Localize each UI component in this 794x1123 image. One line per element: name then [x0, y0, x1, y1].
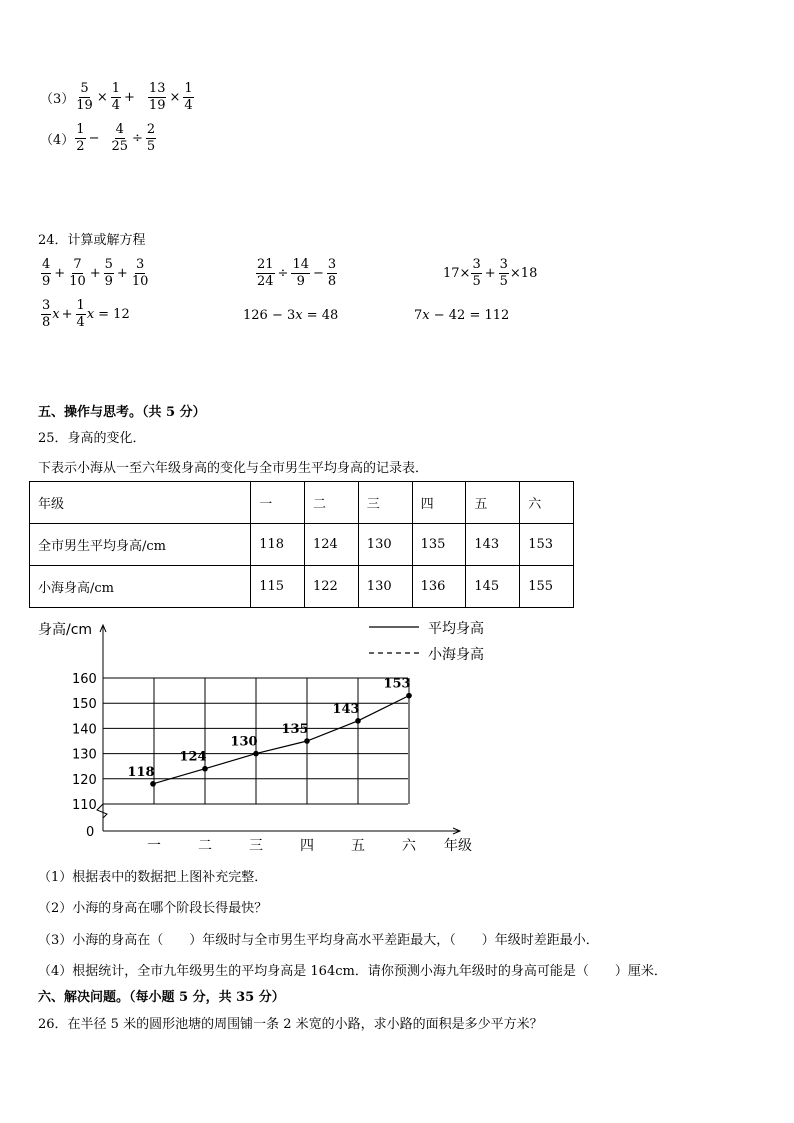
data-point — [304, 738, 310, 744]
data-label: 124 — [179, 749, 207, 765]
legend-label: 平均身高 — [428, 621, 484, 637]
part-label: （3） — [40, 91, 75, 107]
q26-text: 26．在半径 5 米的圆形池塘的周围铺一条 2 米宽的小路，求小路的面积是多少平方米？ — [38, 1017, 543, 1032]
q24-title: 24．计算或解方程 — [38, 233, 146, 248]
chart-ticks — [72, 672, 417, 854]
times-sign: × — [96, 89, 108, 105]
q24-equation-6: 7 x − 42 = 112 — [414, 307, 510, 323]
y-tick-label: 110 — [72, 798, 97, 813]
q25-question-1: （1）根据表中的数据把上图补充完整． — [38, 870, 268, 885]
data-label: 135 — [281, 722, 309, 737]
series-line-average — [153, 696, 409, 784]
data-label: 118 — [127, 764, 155, 780]
data-point — [150, 781, 156, 787]
data-point — [253, 751, 259, 757]
fraction: $\frac{1}{4}$ — [184, 80, 193, 113]
y-axis-label: 身高/cm — [38, 622, 93, 638]
q25-question-4: （4）根据统计，全市九年级男生的平均身高是 164cm．请你预测小海九年级时的身高可能是（ ）厘米． — [38, 964, 667, 979]
y-tick-label: 120 — [72, 772, 97, 788]
q24-expr-3: 17× $\frac{3}{5}$ + $\frac{3}{5}$ ×18 — [443, 256, 538, 289]
y-tick-label: 160 — [72, 672, 97, 687]
divide-sign: ÷ — [132, 130, 143, 146]
fraction: $\frac{1}{4}$ — [111, 80, 121, 113]
fraction: $\frac{1}{2}$ — [76, 121, 85, 154]
q24-expr-1: $\frac{4}{9}$ + $\frac{7}{10}$ + $\frac{5}{9}$ + $\frac{3}{10}$ — [42, 256, 149, 289]
y-tick-label: 0 — [86, 825, 95, 840]
data-label: 153 — [383, 676, 411, 692]
legend-label: 小海身高 — [428, 647, 484, 663]
data-point — [406, 693, 412, 699]
x-tick-label: 三 — [249, 838, 263, 854]
fraction: $\frac{2}{5}$ — [146, 121, 156, 154]
q25-intro: 下表示小海从一至六年级身高的变化与全市男生平均身高的记录表． — [38, 461, 429, 476]
height-record-table — [29, 481, 574, 608]
section-6-title: 六、解决问题。（每小题 5 分，共 35 分） — [38, 990, 285, 1005]
table-row: 全市男生平均身高/cm 118 124 130 135 143 153 — [30, 524, 574, 566]
y-tick-label: 130 — [72, 747, 97, 763]
data-label: 143 — [332, 701, 360, 717]
height-line-chart — [0, 612, 794, 862]
q25-question-2: （2）小海的身高在哪个阶段长得最快？ — [38, 901, 268, 916]
fraction: $\frac{4}{25}$ — [111, 121, 129, 154]
q25-title: 25．身高的变化． — [38, 431, 146, 446]
x-tick-label: 六 — [402, 838, 416, 854]
x-tick-label: 四 — [300, 838, 314, 854]
x-tick-label: 一 — [147, 838, 161, 854]
x-tick-label: 五 — [351, 838, 365, 854]
minus-sign: − — [88, 130, 100, 146]
q24-equation-5: 126 − 3 x = 48 — [243, 307, 339, 323]
y-tick-label: 150 — [72, 697, 97, 713]
q24-equation-4: $\frac{3}{8}$ x + $\frac{1}{4}$ x = 12 — [42, 297, 130, 330]
table-row: 小海身高/cm 115 122 130 136 145 155 — [30, 566, 574, 608]
data-label: 130 — [230, 734, 258, 750]
q23-part4 — [40, 121, 157, 155]
section-5-title: 五、操作与思考。（共 5 分） — [38, 405, 206, 420]
q24-expr-2: $\frac{21}{24}$ ÷ $\frac{14}{9}$ − $\frac{3}{8}$ — [257, 256, 337, 289]
data-point — [202, 766, 208, 772]
q23-part3 — [40, 80, 195, 114]
axis-break — [97, 804, 107, 818]
times-sign: × — [169, 89, 181, 105]
x-axis-label: 年级 — [444, 838, 472, 854]
data-point — [355, 718, 361, 724]
fraction: $\frac{13}{19}$ — [148, 80, 166, 113]
x-tick-label: 二 — [198, 838, 212, 854]
chart-series — [127, 677, 411, 787]
y-tick-label: 140 — [72, 722, 97, 738]
part-label: （4） — [40, 132, 75, 148]
q25-question-3: （3）小海的身高在（ ）年级时与全市男生平均身高水平差距最大，（ ）年级时差距最小． — [38, 933, 599, 948]
plus-sign: + — [124, 89, 135, 105]
fraction: $\frac{5}{19}$ — [76, 80, 93, 113]
chart-legend — [369, 620, 484, 663]
table-header-row: 年级 一 二 三 四 五 六 — [30, 482, 574, 524]
